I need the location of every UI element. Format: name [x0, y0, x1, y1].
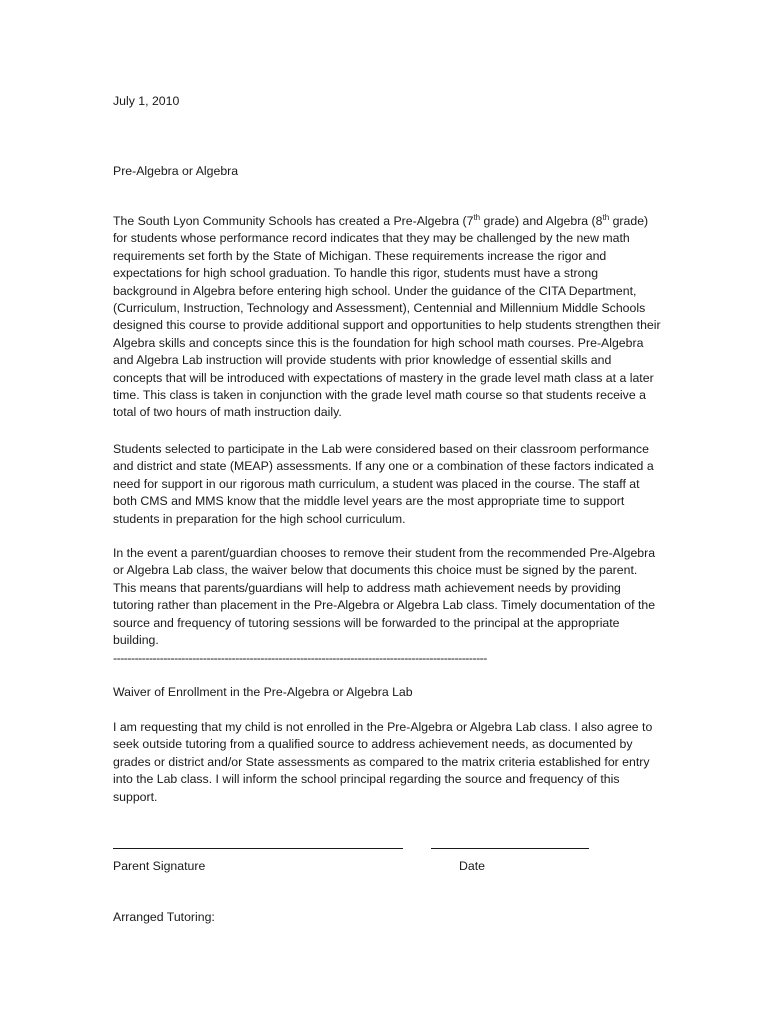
superscript-th-2: th: [602, 213, 610, 222]
date-label: Date: [459, 859, 485, 873]
selection-paragraph: Students selected to participate in the Lab were considered based on their classroom performance and district and state (MEAP) assessments. If any one or a combination of these factors indicated a need for support in our rigorous math curriculum, a student was placed in the course. The staff at both CMS and MMS know that the middle level years are the most appropriate time to support students in preparation for the high school curriculum.: [113, 442, 654, 526]
waiver-statement: I am requesting that my child is not enrolled in the Pre-Algebra or Algebra Lab class. I also agree to seek outside tutoring from a qualified source to address achievement needs, as documented by grades or district and/or State assessments as compared to the matrix criteria established for entry into the Lab class. I will inform the school principal regarding the source and frequency of this support.: [113, 720, 653, 804]
superscript-th-1: th: [473, 213, 481, 222]
parent-signature-line[interactable]: [113, 848, 403, 849]
arranged-tutoring-label: Arranged Tutoring:: [113, 910, 215, 924]
dashed-divider: --------------------------------------------------------------------------------------------------------: [113, 651, 487, 665]
intro-text-1: The South Lyon Community Schools has created a Pre-Algebra (7: [113, 214, 474, 228]
parent-signature-label: Parent Signature: [113, 859, 206, 873]
letter-subject: Pre-Algebra or Algebra: [113, 164, 239, 178]
letter-date: July 1, 2010: [113, 94, 180, 108]
removal-paragraph: In the event a parent/guardian chooses to remove their student from the recommended Pre-Algebra or Algebra Lab class, the waiver below that documents this choice must be signed by the parent. This means that parents/guardians will help to address math achievement needs by providing tutoring rather than placement in the Pre-Algebra or Algebra Lab class. Timely documentation of the source and frequency of tutoring sessions will be forwarded to the principal at the appropriate building.: [113, 546, 656, 648]
waiver-title: Waiver of Enrollment in the Pre-Algebra or Algebra Lab: [113, 685, 413, 699]
date-signature-line[interactable]: [431, 848, 589, 849]
intro-text-3: grade) for students whose performance record indicates that they may be challenged by the new math requirements set forth by the State of Michigan. These requirements increase the rigor and expectations for high school graduation. To handle this rigor, students must have a strong background in Algebra before entering high school. Under the guidance of the CITA Department, (Curriculum, Instruction, Technology and Assessment), Centennial and Millennium Middle Schools designed this course to provide additional support and opportunities to help students strengthen their Algebra skills and concepts since this is the foundation for high school math courses. Pre-Algebra and Algebra Lab instruction will provide students with prior knowledge of essential skills and concepts that will be introduced with expectations of mastery in the grade level math class at a later time. This class is taken in conjunction with the grade level math course so that students receive a total of two hours of math instruction daily.: [113, 214, 661, 420]
intro-paragraph: [113, 213, 661, 422]
intro-text-2: grade) and Algebra (8: [480, 214, 603, 228]
